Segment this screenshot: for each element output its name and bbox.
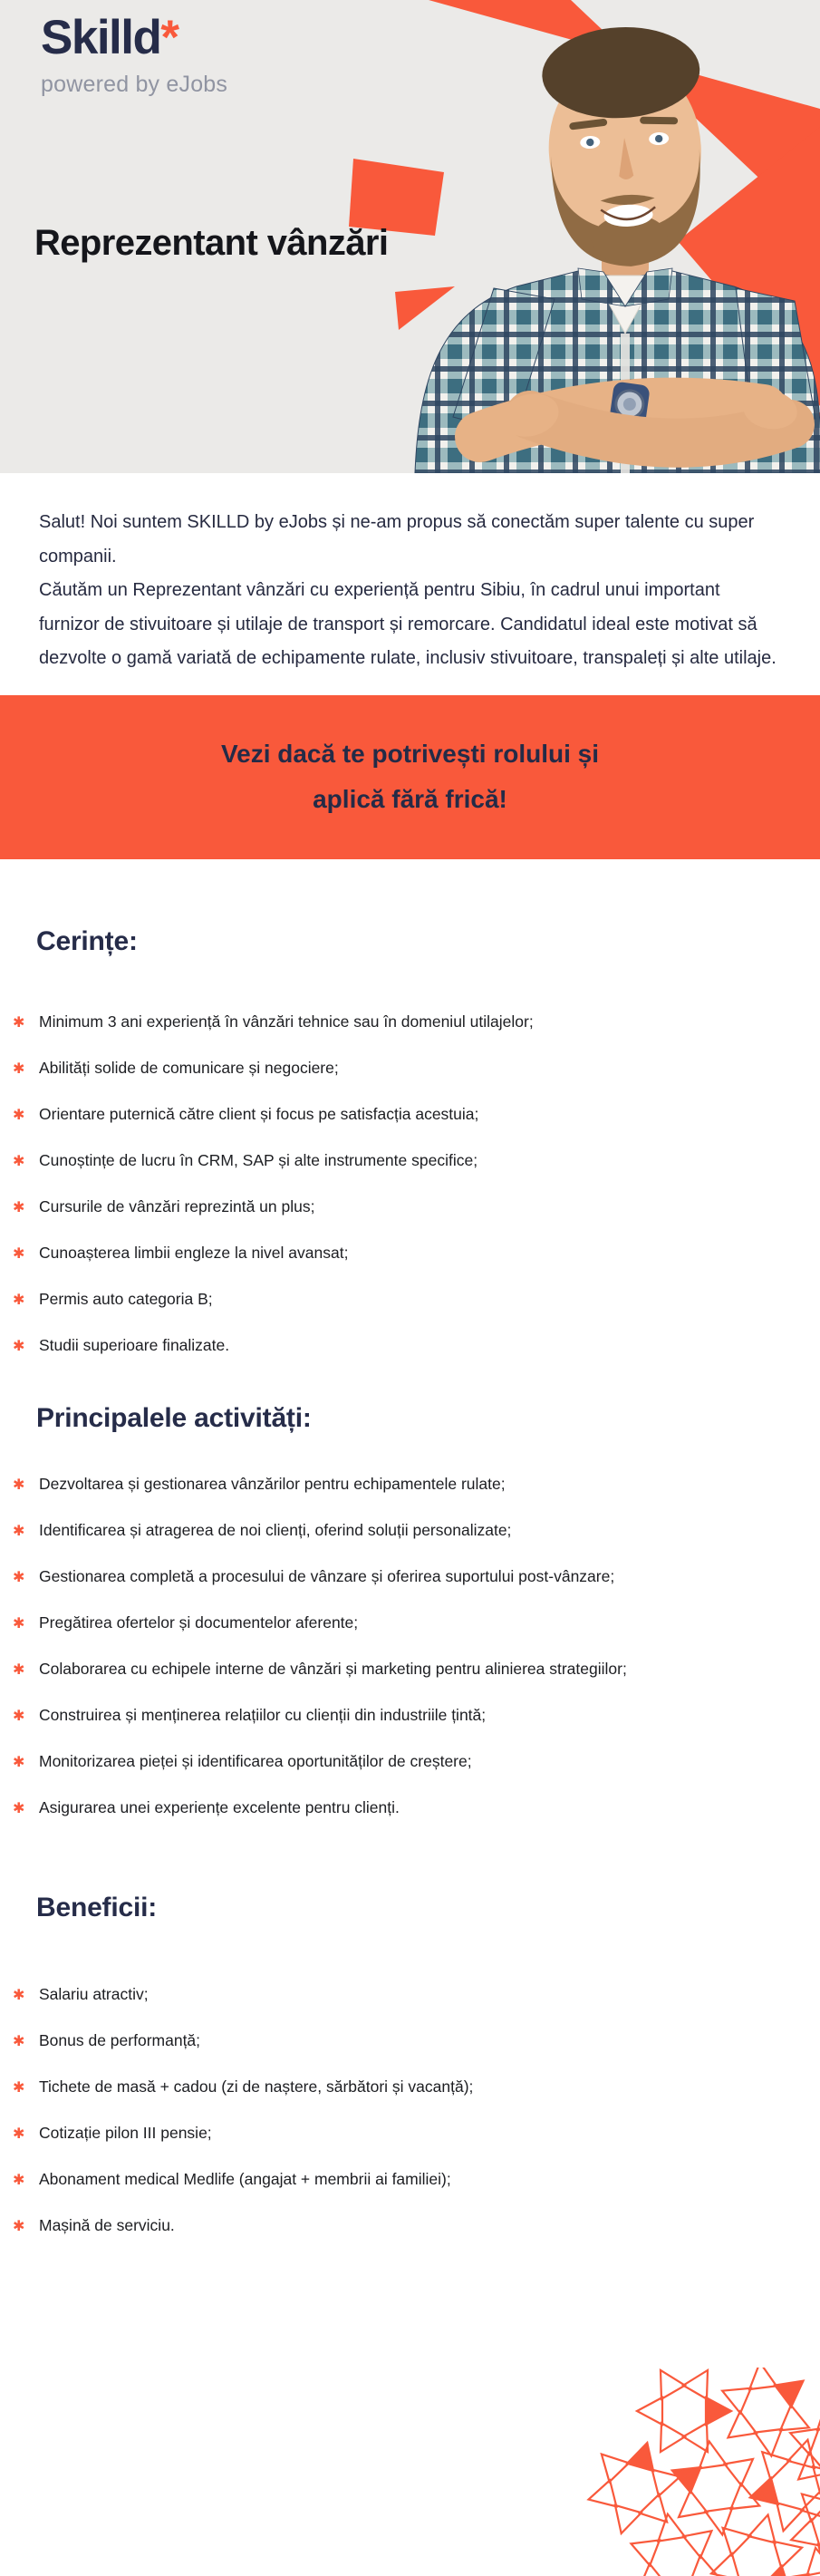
bullet-asterisk-icon: ✱ <box>13 1107 25 1123</box>
list-item: ✱ Cunoștințe de lucru în CRM, SAP și alte instrumente specifice; <box>0 1138 725 1184</box>
skilld-logo: Skilld* <box>41 11 178 64</box>
intro-paragraph-2: Căutăm un Reprezentant vânzări cu experiență pentru Sibiu, în cadrul unui important furnizor de stivuitoare și utilaje de transport și remorcare. Candidatul ideal este motivat să dezvolte o gamă variată de echipamente rulate, inclusiv stivuitoare, transpaleți și alte utilaje. <box>39 580 777 669</box>
cta-line-2: aplică fără frică! <box>313 785 507 814</box>
bullet-asterisk-icon: ✱ <box>13 2079 25 2096</box>
bullet-asterisk-icon: ✱ <box>13 1338 25 1354</box>
list-item: ✱ Cunoașterea limbii engleze la nivel avansat; <box>0 1230 725 1276</box>
bullet-asterisk-icon: ✱ <box>13 2126 25 2142</box>
list-item: ✱ Cursurile de vânzări reprezintă un plus; <box>0 1184 725 1230</box>
job-title: Reprezentant vânzări <box>34 223 389 263</box>
bullet-asterisk-icon: ✱ <box>13 1153 25 1169</box>
list-item: ✱ Monitorizarea pieței și identificarea oportunităților de creștere; <box>0 1738 725 1785</box>
list-item: ✱ Mașină de serviciu. <box>0 2203 725 2249</box>
logo-asterisk-icon: * <box>160 11 178 64</box>
list-item: ✱ Abilități solide de comunicare și negociere; <box>0 1045 725 1091</box>
list-item: ✱ Salariu atractiv; <box>0 1971 725 2018</box>
list-item: ✱ Gestionarea completă a procesului de vânzare și oferirea suportului post-vânzare; <box>0 1554 725 1600</box>
section-activities <box>0 1403 820 1831</box>
list-item: ✱ Abonament medical Medlife (angajat + membrii ai familiei); <box>0 2156 725 2203</box>
list-item: ✱ Construirea și menținerea relațiilor cu clienții din industriile țintă; <box>0 1692 725 1738</box>
bullet-asterisk-icon: ✱ <box>13 1523 25 1539</box>
list-item: ✱ Identificarea și atragerea de noi clienți, oferind soluții personalizate; <box>0 1507 725 1554</box>
intro-paragraph-1: Salut! Noi suntem SKILLD by eJobs și ne-am propus să conectăm super talente cu super companii. <box>39 512 755 567</box>
list-item: ✱ Cotizație pilon III pensie; <box>0 2110 725 2156</box>
list-item: ✱ Orientare puternică către client și focus pe satisfacția acestuia; <box>0 1091 725 1138</box>
list-item: ✱ Minimum 3 ani experiență în vânzări tehnice sau în domeniul utilajelor; <box>0 999 725 1045</box>
powered-by-tagline: powered by eJobs <box>41 71 228 97</box>
bullet-asterisk-icon: ✱ <box>13 1708 25 1724</box>
list-item: ✱ Asigurarea unei experiențe excelente pentru clienți. <box>0 1785 725 1831</box>
bullet-asterisk-icon: ✱ <box>13 1292 25 1308</box>
hero-photo <box>344 0 820 473</box>
list-item: ✱ Bonus de performanță; <box>0 2018 725 2064</box>
section-benefits <box>0 1893 820 2249</box>
list-item: ✱ Permis auto categoria B; <box>0 1276 725 1322</box>
intro-section <box>39 506 782 676</box>
bullet-asterisk-icon: ✱ <box>13 2172 25 2188</box>
bullet-asterisk-icon: ✱ <box>13 1014 25 1031</box>
bullet-asterisk-icon: ✱ <box>13 1569 25 1585</box>
list-item: ✱ Colaborarea cu echipele interne de vânzări și marketing pentru alinierea strategiilor; <box>0 1646 725 1692</box>
bullet-asterisk-icon: ✱ <box>13 1245 25 1262</box>
bullet-asterisk-icon: ✱ <box>13 1060 25 1077</box>
bullet-asterisk-icon: ✱ <box>13 1199 25 1215</box>
triangle-pattern <box>548 2368 820 2576</box>
activities-list <box>0 1461 725 1831</box>
bullet-asterisk-icon: ✱ <box>13 2218 25 2234</box>
cta-line-1: Vezi dacă te potrivești rolului și <box>220 740 600 769</box>
bullet-asterisk-icon: ✱ <box>13 1661 25 1678</box>
benefits-list <box>0 1971 725 2249</box>
requirements-heading: Cerințe: <box>36 925 138 956</box>
list-item: ✱ Studii superioare finalizate. <box>0 1322 725 1369</box>
list-item: ✱ Dezvoltarea și gestionarea vânzărilor pentru echipamentele rulate; <box>0 1461 725 1507</box>
cta-banner <box>0 695 820 859</box>
hero-header <box>0 0 820 473</box>
bullet-asterisk-icon: ✱ <box>13 1477 25 1493</box>
section-requirements <box>0 926 820 1369</box>
benefits-heading: Beneficii: <box>36 1892 158 1922</box>
list-item: ✱ Tichete de masă + cadou (zi de naștere, sărbători și vacanță); <box>0 2064 725 2110</box>
bullet-asterisk-icon: ✱ <box>13 1800 25 1816</box>
bullet-asterisk-icon: ✱ <box>13 1754 25 1770</box>
bullet-asterisk-icon: ✱ <box>13 1615 25 1632</box>
bullet-asterisk-icon: ✱ <box>13 2033 25 2049</box>
list-item: ✱ Pregătirea ofertelor și documentelor aferente; <box>0 1600 725 1646</box>
requirements-list <box>0 999 725 1369</box>
bullet-asterisk-icon: ✱ <box>13 1987 25 2003</box>
activities-heading: Principalele activități: <box>36 1402 312 1433</box>
